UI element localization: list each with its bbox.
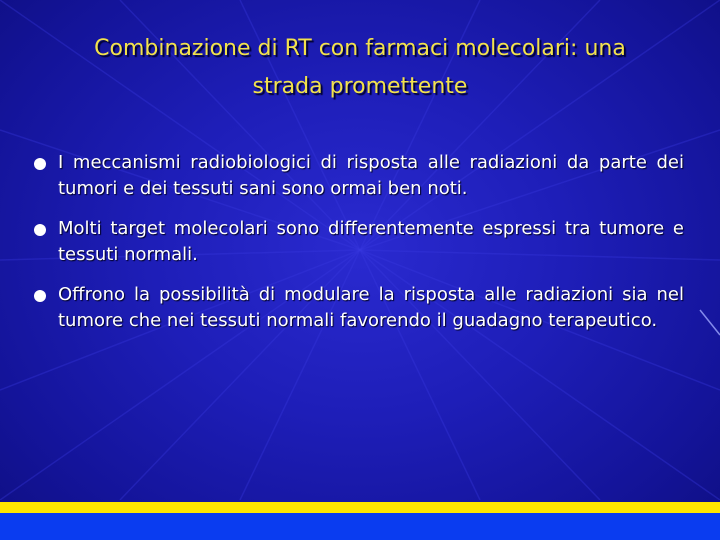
bottom-bar-blue	[0, 513, 720, 540]
bullet-text: Offrono la possibilità di modulare la risposta alle radiazioni sia nel tumore che nei tessuti normali favorendo il guadagno terapeutico.	[58, 284, 684, 331]
bullet-dot-icon	[34, 158, 46, 170]
slide-title-line-2: strada promettente	[252, 74, 468, 99]
slide-title	[20, 30, 700, 106]
bullet-dot-icon	[34, 290, 46, 302]
bullet-text: Molti target molecolari sono differentemente espressi tra tumore e tessuti normali.	[58, 218, 684, 265]
bottom-bar-yellow	[0, 502, 720, 513]
slide-title-line-1: Combinazione di RT con farmaci molecolari: una	[94, 36, 626, 61]
bullet-item	[32, 282, 684, 334]
bullet-list	[32, 150, 684, 348]
bullet-item	[32, 216, 684, 268]
bullet-text: I meccanismi radiobiologici di risposta alle radiazioni da parte dei tumori e dei tessuti sani sono ormai ben noti.	[58, 152, 684, 199]
bullet-item	[32, 150, 684, 202]
bullet-dot-icon	[34, 224, 46, 236]
